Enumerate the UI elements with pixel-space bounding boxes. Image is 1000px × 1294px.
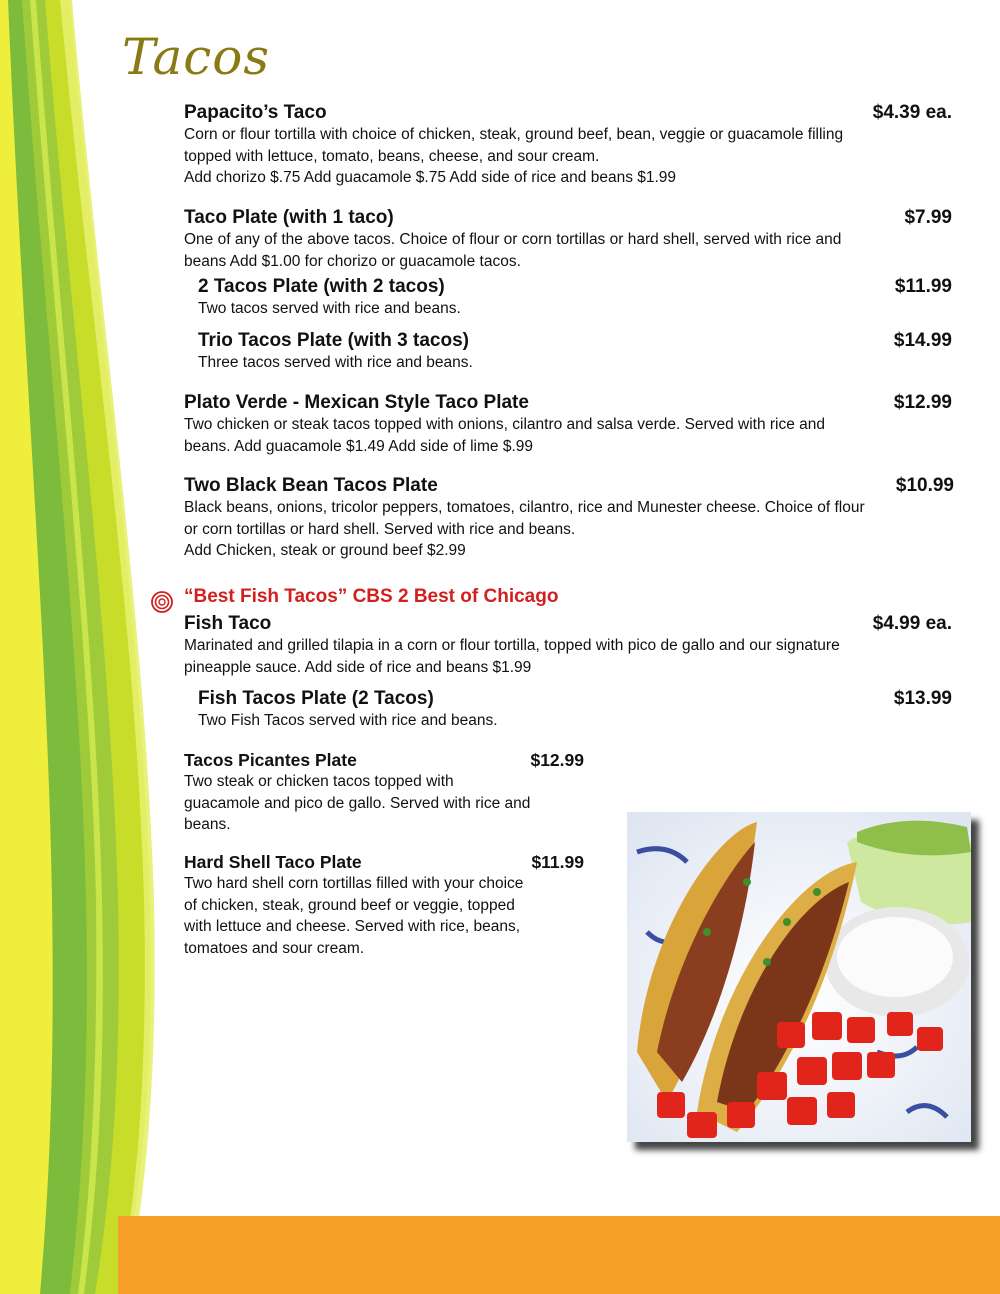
menu-item-hard-shell-taco-plate [184, 852, 584, 959]
item-price: $13.99 [893, 688, 952, 709]
item-desc-line: Add Chicken, steak or ground beef $2.99 [184, 542, 466, 559]
item-price: $12.99 [893, 392, 952, 413]
item-desc-line: beans. [184, 816, 231, 833]
item-name: Tacos Picantes Plate [184, 750, 357, 770]
item-name: Papacito’s Taco [184, 102, 327, 123]
item-desc-line: Two tacos served with rice and beans. [198, 300, 461, 317]
award-highlight: “Best Fish Tacos” CBS 2 Best of Chicago [184, 586, 559, 607]
tacos-photo [627, 812, 971, 1142]
item-price: $10.99 [895, 475, 954, 496]
item-name: Trio Tacos Plate (with 3 tacos) [198, 330, 469, 351]
item-desc-line: Marinated and grilled tilapia in a corn or flour tortilla, topped with pico de gallo and our signature [184, 637, 840, 654]
item-price: $11.99 [894, 276, 952, 297]
decorative-stripes [0, 0, 170, 1294]
item-price: $7.99 [904, 207, 952, 228]
item-price: $11.99 [531, 852, 584, 872]
item-desc-line: Three tacos served with rice and beans. [198, 354, 473, 371]
item-price: $12.99 [530, 750, 584, 770]
swirl-icon [150, 590, 174, 614]
item-desc-line: One of any of the above tacos. Choice of flour or corn tortillas or hard shell, served with rice and [184, 231, 842, 248]
item-desc-line: of chicken, steak, ground beef or veggie, topped [184, 896, 515, 914]
item-name: Plato Verde - Mexican Style Taco Plate [184, 392, 529, 413]
footer-bar [118, 1216, 1000, 1294]
item-name: Taco Plate (with 1 taco) [184, 207, 394, 228]
item-desc-line: Corn or flour tortilla with choice of chicken, steak, ground beef, bean, veggie or guacamole filling [184, 126, 844, 143]
item-name: Fish Tacos Plate (2 Tacos) [198, 688, 434, 709]
menu-item-fish-taco [184, 613, 966, 678]
page-title: Tacos [122, 28, 271, 86]
item-desc-line: Black beans, onions, tricolor peppers, tomatoes, cilantro, rice and Munester cheese. Choice of flour [184, 499, 865, 516]
menu-item-tacos-picantes-plate [184, 750, 584, 836]
menu-item-plato-verde [184, 392, 966, 457]
item-desc-line: Two hard shell corn tortillas filled with your choice [184, 875, 524, 892]
item-name: 2 Tacos Plate (with 2 tacos) [198, 276, 445, 297]
item-desc-line: or corn tortillas or hard shell. Served with rice and beans. [184, 520, 576, 538]
item-desc-line: pineapple sauce. Add side of rice and beans $1.99 [184, 658, 532, 676]
menu-item-2-tacos-plate [198, 276, 966, 320]
item-desc-line: with lettuce and cheese. Served with rice, beans, [184, 918, 521, 935]
item-desc-line: tomatoes and sour cream. [184, 939, 365, 957]
item-desc-line: Add chorizo $.75 Add guacamole $.75 Add side of rice and beans $1.99 [184, 169, 677, 186]
item-name: Fish Taco [184, 613, 272, 634]
menu-item-fish-tacos-plate [198, 688, 966, 732]
menu-item-taco-plate [184, 207, 966, 272]
item-name: Hard Shell Taco Plate [184, 852, 362, 872]
item-name: Two Black Bean Tacos Plate [184, 475, 438, 496]
menu-item-papacitos-taco [184, 102, 966, 189]
item-price: $4.99 ea. [872, 613, 952, 634]
item-desc-line: Two chicken or steak tacos topped with onions, cilantro and salsa verde. Served with rice and [184, 416, 826, 433]
item-desc-line: topped with lettuce, tomato, beans, cheese, and sour cream. [184, 147, 600, 165]
item-desc-line: guacamole and pico de gallo. Served with rice and [184, 794, 531, 812]
item-desc-line: Two Fish Tacos served with rice and beans. [198, 712, 498, 729]
item-desc-line: Two steak or chicken tacos topped with [184, 773, 454, 790]
item-price: $14.99 [893, 330, 952, 351]
menu-item-black-bean-tacos-plate [184, 475, 968, 562]
item-desc-line: beans Add $1.00 for chorizo or guacamole tacos. [184, 252, 521, 270]
menu-item-trio-tacos-plate [198, 330, 966, 374]
item-price: $4.39 ea. [872, 102, 952, 123]
item-desc-line: beans. Add guacamole $1.49 Add side of lime $.99 [184, 437, 533, 455]
